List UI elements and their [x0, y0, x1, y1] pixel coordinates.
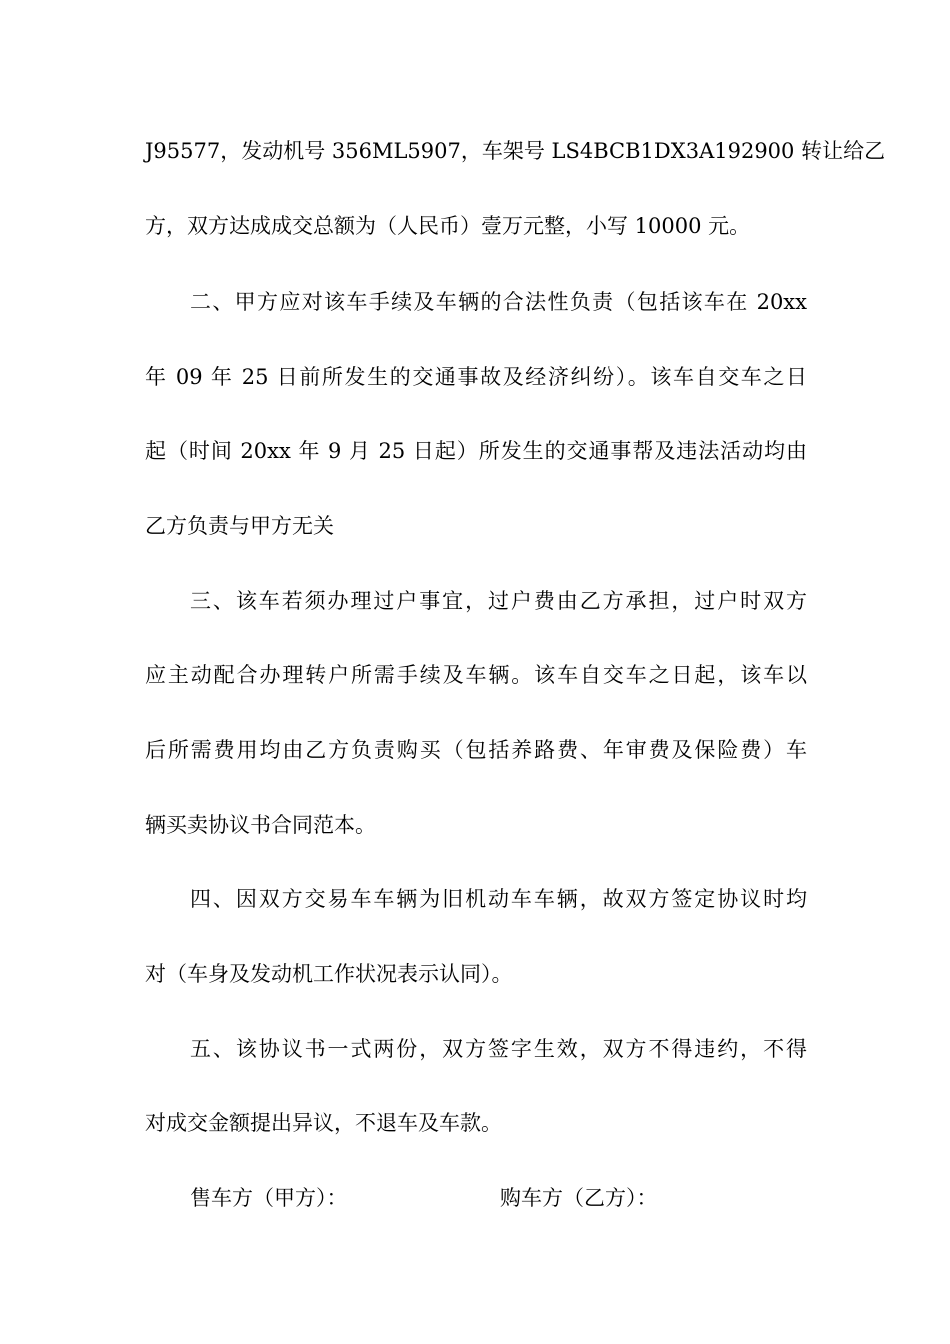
- text-line-11: 四、因双方交易车车辆为旧机动车车辆，故双方签定协议时均: [190, 887, 807, 911]
- text-line-1: J95577，发动机号 356ML5907，车架号 LS4BCB1DX3A192900 转让给乙: [145, 139, 886, 163]
- text-line-9: 后所需费用均由乙方负责购买（包括养路费、年审费及保险费）车: [145, 738, 807, 762]
- text-line-8: 应主动配合办理转户所需手续及车辆。该车自交车之日起，该车以: [145, 663, 807, 687]
- text-line-10: 辆买卖协议书合同范本。: [145, 813, 376, 837]
- text-line-4: 年 09 年 25 日前所发生的交通事故及经济纠纷）。该车自交车之日: [145, 365, 807, 389]
- text-line-13: 五、该协议书一式两份，双方签字生效，双方不得违约，不得: [190, 1037, 807, 1061]
- text-line-14: 对成交金额提出异议，不退车及车款。: [145, 1111, 502, 1135]
- text-line-12: 对（车身及发动机工作状况表示认同）。: [145, 962, 513, 986]
- text-line-7: 三、该车若须办理过户事宜，过户费由乙方承担，过户时双方: [190, 589, 807, 613]
- buyer-signature-label: 购车方（乙方）：: [500, 1186, 658, 1210]
- text-line-2: 方，双方达成成交总额为（人民币）壹万元整，小写 10000 元。: [145, 214, 751, 238]
- text-line-6: 乙方负责与甲方无关: [145, 514, 334, 538]
- text-line-3: 二、甲方应对该车手续及车辆的合法性负责（包括该车在 20xx: [190, 290, 807, 314]
- text-line-5: 起（时间 20xx 年 9 月 25 日起）所发生的交通事帮及违法活动均由: [145, 439, 807, 463]
- seller-signature-label: 售车方（甲方）：: [190, 1186, 348, 1210]
